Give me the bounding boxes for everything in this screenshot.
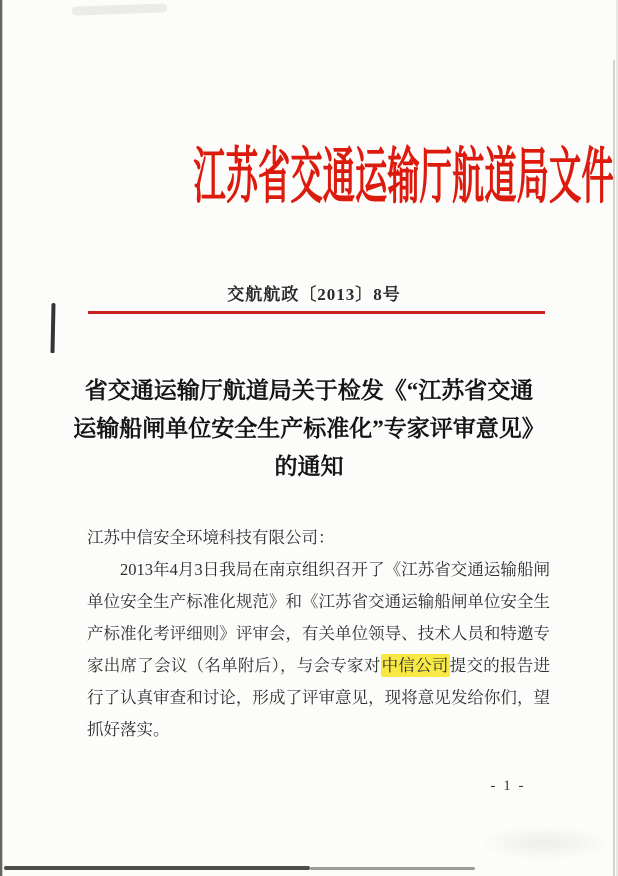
red-divider-line — [88, 311, 545, 314]
body-paragraph — [87, 554, 550, 746]
pen-mark — [50, 303, 55, 353]
document-header-title: 江苏省交通运输厅航道局文件 — [193, 144, 614, 211]
scan-edge-bottom-faint — [310, 867, 475, 870]
subject-line-3: 的通知 — [274, 454, 344, 479]
document-body — [87, 522, 550, 746]
document-header — [7, 144, 618, 211]
paragraph-text: 单位安全生产标准化规范》和《江苏省交通运输船闸单位安全生 — [87, 592, 550, 611]
scan-edge-bottom — [4, 866, 310, 870]
paragraph-line — [87, 650, 550, 682]
paragraph-text: 提交的报告进 — [449, 656, 551, 675]
paragraph-line — [87, 714, 550, 746]
paragraph-text: 抓好落实。 — [87, 720, 170, 739]
paragraph-text: 2013年4月3日我局在南京组织召开了《江苏省交通运输船闸 — [120, 560, 550, 579]
paragraph-text: 产标准化考评细则》评审会，有关单位领导、技术人员和特邀专 — [87, 624, 550, 643]
paragraph-text: 行了认真审查和讨论，形成了评审意见，现将意见发给你们，望 — [87, 688, 550, 707]
page-number: - 1 - — [490, 778, 526, 794]
subject-line-1: 省交通运输厅航道局关于检发《“江苏省交通 — [84, 378, 534, 403]
highlighted-text: 中信公司 — [381, 656, 449, 675]
document-number: 交航航政〔2013〕8号 — [227, 285, 401, 304]
salutation: 江苏中信安全环境科技有限公司： — [87, 528, 335, 547]
paragraph-line — [87, 682, 550, 714]
scan-smudge-top — [72, 3, 167, 15]
paragraph-line — [87, 554, 550, 586]
paragraph-text: 家出席了会议（名单附后），与会专家对 — [87, 656, 381, 675]
paragraph-line — [87, 586, 550, 618]
scan-smudge-bottom-right — [480, 825, 610, 861]
subject-heading — [0, 372, 618, 486]
paragraph-line — [87, 618, 550, 650]
subject-line-2: 运输船闸单位安全生产标准化”专家评审意见》 — [73, 416, 545, 441]
